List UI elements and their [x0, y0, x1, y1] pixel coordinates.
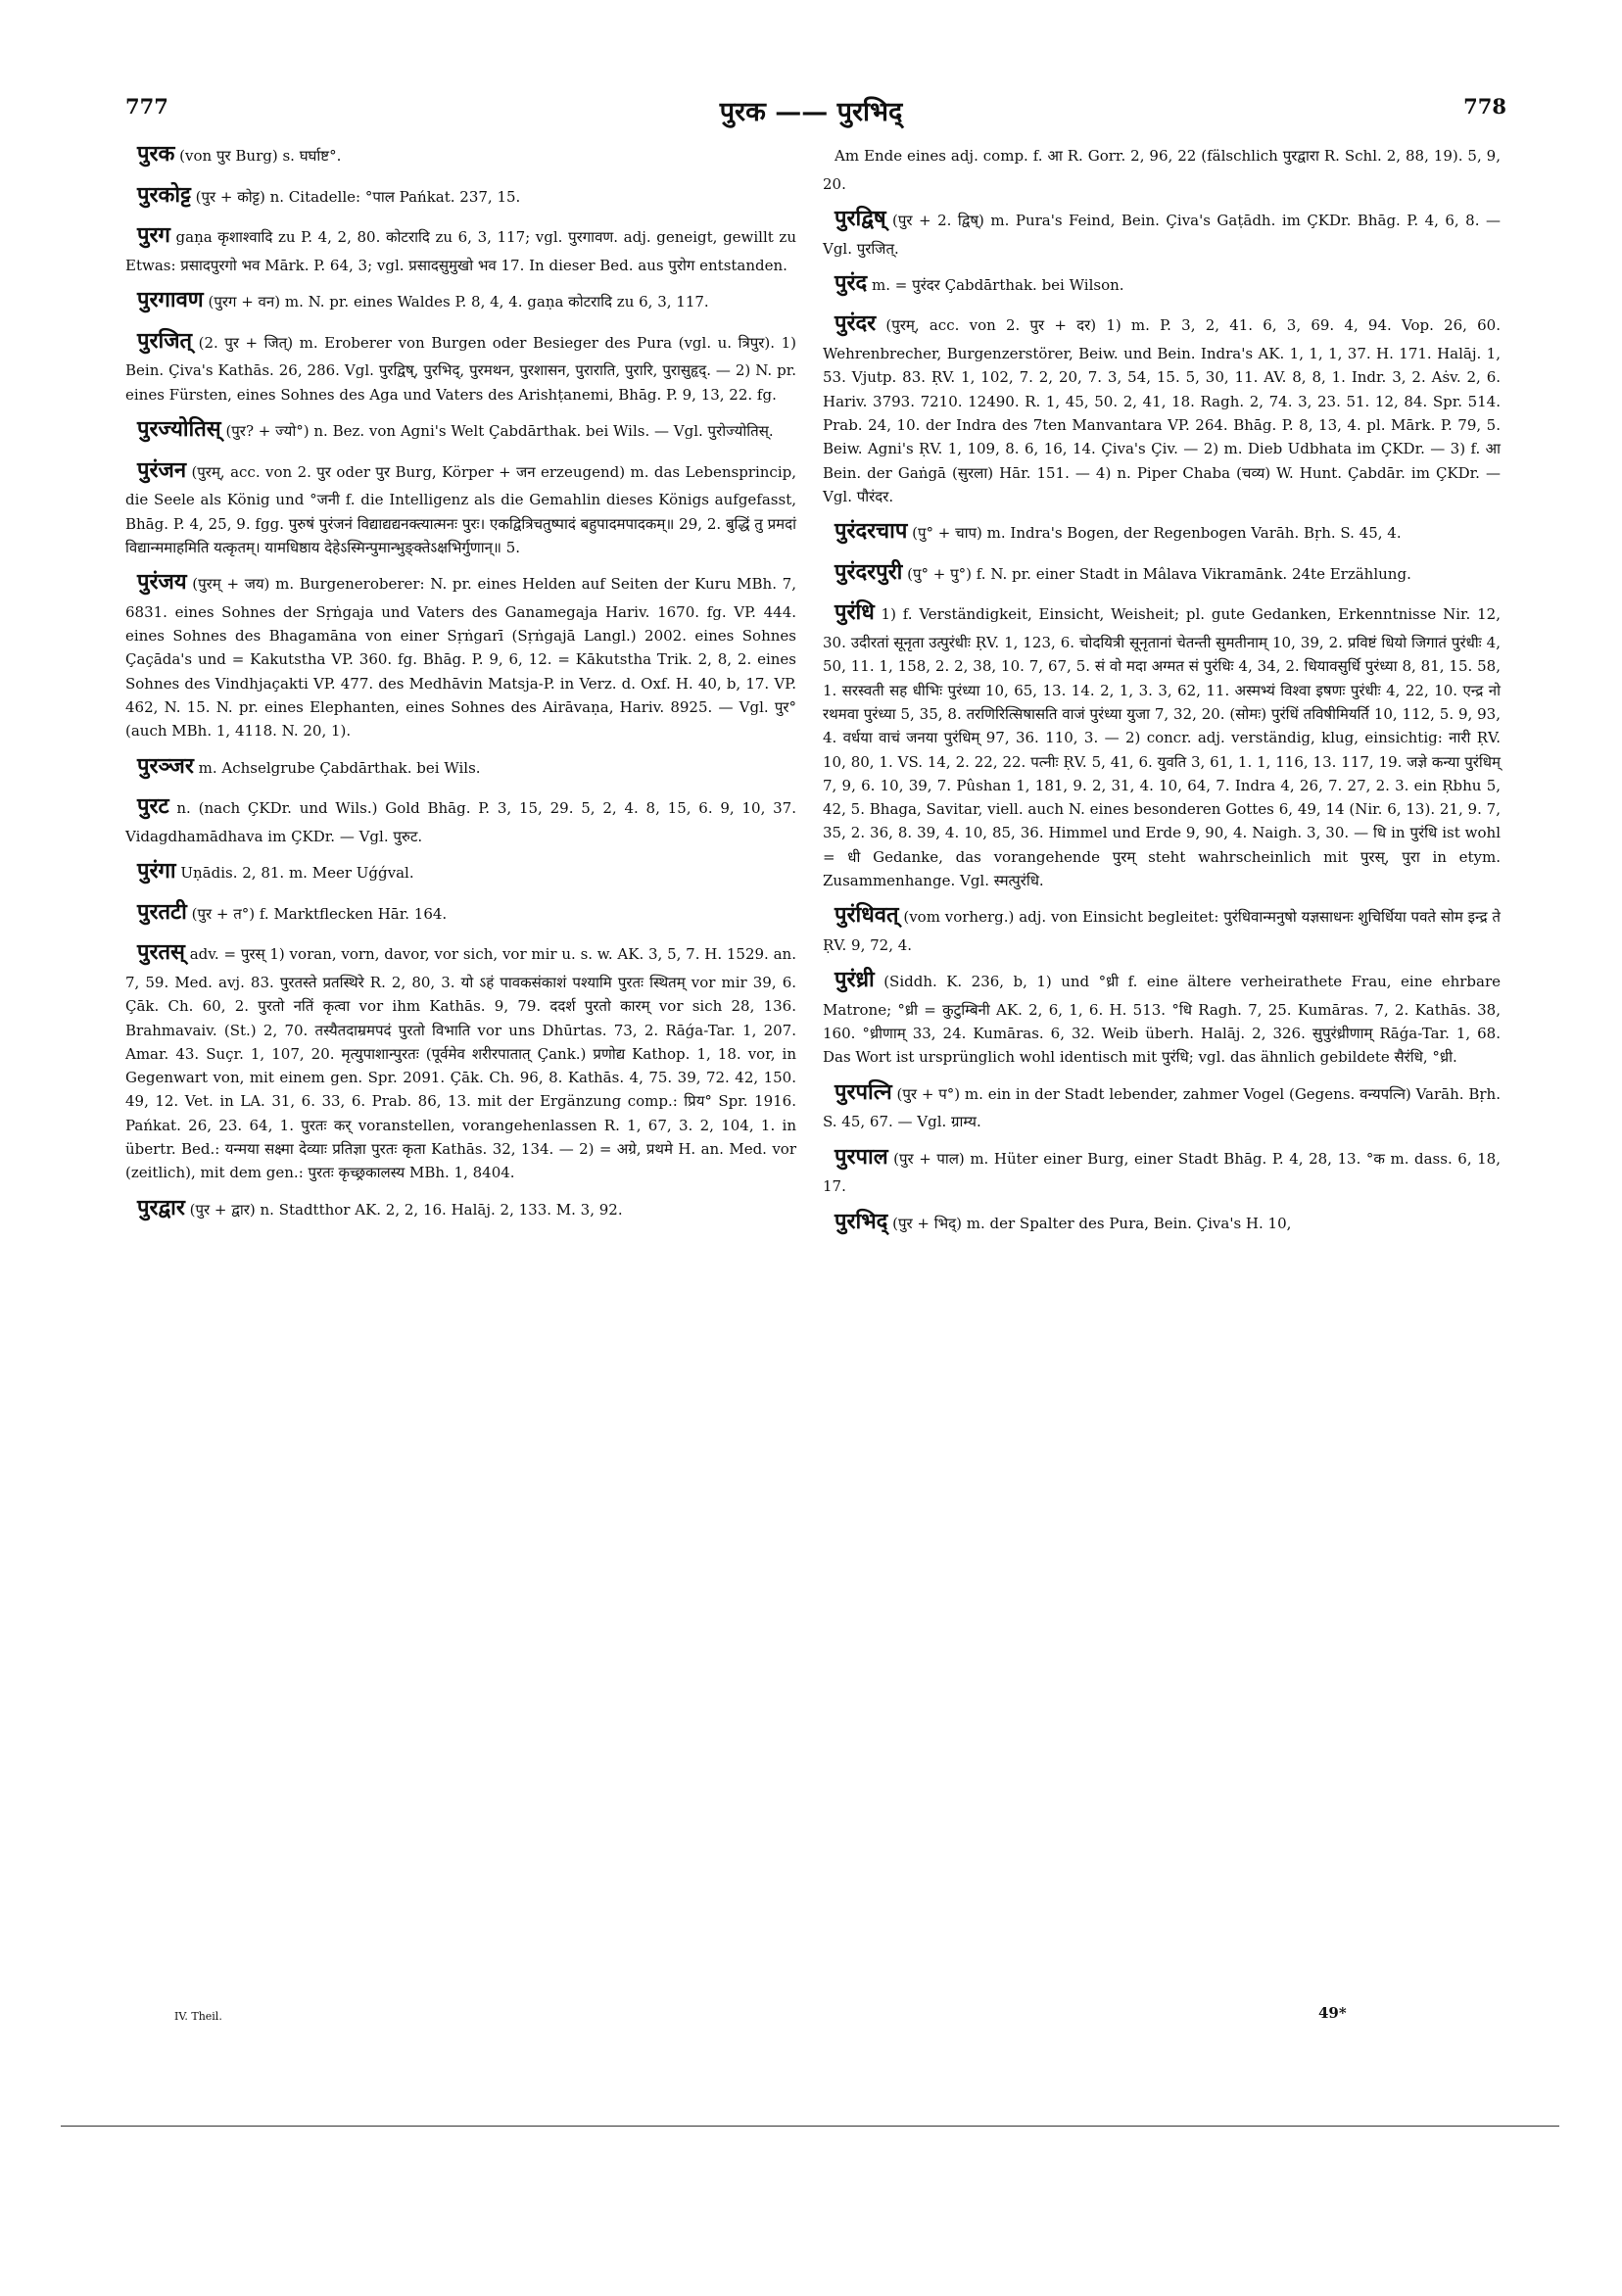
entry-text: (पुर + पाल) m. Hüter einer Burg, einer Stadt Bhāg. P. 4, 28, 13. °क m. dass. 6, 18, 17.	[823, 1149, 1501, 1196]
left-page-number: 777	[125, 94, 168, 119]
entry-text: 1) f. Verständigkeit, Einsicht, Weisheit; pl. gute Gedanken, Erkenntnisse Nir. 12, 30. उदीरतां सूनृता उत्पुरंधीः ṚV. 1, 123, 6. चोदयित्री सूनृतानां चेतन्ती सुमतीनाम् 10, 39, 2. प्रविष्टं धियो जिगातं पुरंधीः 4, 50, 11. 1, 158, 2. 2, 38, 10. 7, 67, 5. सं वो मदा अग्मत सं पुरंधिः 4, 34, 2. धियावसुर्धि पुरंध्या 8, 81, 15. 58, 1. सरस्वती सह धीभिः पुरंध्या 10, 65, 13. 14. 2, 1, 3. 3, 62, 11. अस्मभ्यं विश्वा इषणः पुरंधीः 4, 22, 10. एन्द्र नो रथमवा पुरंध्या 5, 35, 8. तरणिरित्सिषासति वाजं पुरंध्या युजा 7, 32, 20. (सोमः) पुरंधिं तविषीमियर्ति 10, 112, 5. 9, 93, 4. वर्धया वाचं जनया पुरंधिम् 97, 36. 110, 3. — 2) concr. adj. verständig, klug, einsichtig: नारी ṚV. 10, 80, 1. VS. 14, 2. 22, 22. पत्नीः ṚV. 5, 41, 6. युवति 3, 61, 1. 1, 116, 13. 117, 19. जज्ञे कन्या पुरंधिम् 7, 9, 6. 10, 39, 7. Pûshan 1, 181, 9. 2, 31, 4. 10, 64, 7. Indra 4, 26, 7. 27, 2. 3. ein Ṛbhu 5, 42, 5. Bhaga, Savitar, viell. auch N. eines besonderen Gottes 6, 49, 14 (Nir. 6, 13). 21, 9. 7, 35, 2. 36, 8. 39, 4. 10, 85, 36. Himmel und Erde 9, 90, 4. Naigh. 3, 30. — धि in पुरंधि ist wohl = धी Gedanke, das vorangehende पुरम् steht wahrscheinlich mit पुरस्, पुरा in etym. Zusammenhange. Vgl. स्मत्पुरंधि.	[823, 605, 1501, 890]
headword: पुरद्विष्	[835, 206, 886, 231]
entry-text: (पुर + त°) f. Marktflecken Hār. 164.	[191, 904, 448, 923]
headword: पुरज्योतिस्	[137, 417, 221, 443]
dictionary-entry	[125, 324, 796, 407]
entry-text: (पु° + चाप) m. Indra's Bogen, der Regenbogen Varāh. Bṛh. S. 45, 4.	[912, 524, 1402, 543]
headword: पुरतस्	[137, 940, 185, 966]
dictionary-entry	[125, 412, 796, 448]
dictionary-entry	[125, 935, 796, 1184]
headword: पुरग	[137, 223, 170, 249]
entry-text: (vom vorherg.) adj. von Einsicht begleitet: पुरंधिवान्मनुषो यज्ञसाधनः शुचिर्धिया पवते सोम इन्द्र ते ṚV. 9, 72, 4.	[823, 908, 1501, 954]
entry-text: (पुरम्, acc. von 2. पुर + दर) 1) m. P. 3, 2, 41. 6, 3, 69. 4, 94. Vop. 26, 60. Wehrenbrecher, Burgenzerstörer, Beiw. und Bein. Indra's AK. 1, 1, 1, 37. H. 171. Halāj. 1, 53. Vjutp. 83. ṚV. 1, 102, 7. 2, 20, 7. 3, 54, 15. 5, 30, 11. AV. 8, 8, 1. Indr. 3, 2. Aṡv. 2, 6. Hariv. 3793. 7210. 12490. R. 1, 45, 50. 2, 41, 18. Ragh. 2, 74. 3, 23. 51. 12, 84. Spr. 514. Prab. 24, 10. der Indra des 7ten Manvantara VP. 264. Bhāg. P. 8, 13, 4. pl. Mārk. P. 79, 5. Beiw. Agni's ṚV. 1, 109, 8. 6, 16, 14. Çiva's Çiv. — 2) m. Dieb Udbhata im ÇKDr. — 3) f. आ Bein. der Gaṅgā (सुरला) Hār. 151. — 4) n. Piper Chaba (चव्य) W. Hunt. Çabdār. im ÇKDr. — Vgl. पौरंदर.	[823, 316, 1501, 505]
dictionary-entry	[125, 565, 796, 742]
dictionary-entry	[125, 895, 796, 931]
entry-text: (पुर + कोट्ट) n. Citadelle: °पाल Pańkat. 237, 15.	[195, 187, 521, 206]
entry-text: m. Achselgrube Çabdārthak. bei Wils.	[198, 758, 481, 777]
headword: पुरगावण	[137, 288, 204, 313]
right-page-number: 778	[1463, 94, 1506, 119]
headword: पुरंदर	[835, 311, 877, 337]
dictionary-entry	[823, 898, 1501, 957]
headword: पुरंधिवत्	[835, 903, 899, 929]
entry-text: (Siddh. K. 236, b, 1) und °ध्री f. eine ältere verheirathete Frau, eine ehrbare Matrone; °ध्री = कुटुम्बिनी AK. 2, 6, 1, 6. H. 513. °धि Ragh. 7, 25. Kumāras. 7, 2. Kathās. 38, 160. °ध्रीणाम् 33, 24. Kumāras. 6, 32. Weib überh. Halāj. 2, 326. सुपुरंध्रीणाम् Rāǵa-Tar. 1, 68. Das Wort ist ursprünglich wohl identisch mit पुरंधि; vgl. das ähnlich gebildete सैरंधि, °ध्री.	[823, 973, 1501, 1067]
entry-text: (पुर? + ज्यो°) n. Bez. von Agni's Welt Çabdārthak. bei Wils. — Vgl. पुरोज्योतिस्.	[225, 422, 774, 441]
headword: पुरंजन	[137, 457, 187, 483]
dictionary-entry	[823, 266, 1501, 302]
dictionary-entry	[125, 283, 796, 318]
right-column	[823, 137, 1501, 1245]
entry-text: (पुरग + वन) m. N. pr. eines Waldes P. 8, 4, 4. gaṇa कोटरादि zu 6, 3, 117.	[208, 293, 709, 311]
entry-text: m. = पुरंदर Çabdārthak. bei Wilson.	[871, 275, 1124, 294]
volume-note: IV. Theil.	[174, 2010, 222, 2023]
running-title: पुरक —— पुरभिद्	[719, 97, 903, 127]
headword: पुरंद	[835, 270, 868, 296]
headword: पुरतटी	[137, 899, 187, 925]
headword: पुरंगा	[137, 859, 176, 885]
headword: पुरंध्री	[835, 968, 875, 993]
dictionary-entry	[125, 137, 796, 172]
dictionary-entry	[125, 454, 796, 560]
left-column	[125, 137, 796, 1231]
entry-text: (von पुर Burg) s. घर्घाष्ट°.	[179, 147, 342, 165]
entry-text: gaṇa कृशाश्वादि zu P. 4, 2, 80. कोटरादि zu 6, 3, 117; vgl. पुरगावण. adj. geneigt, gewillt zu Etwas: प्रसादपुरगो भव Mārk. P. 64, 3; vgl. प्रसादसुमुखो भव 17. In dieser Bed. aus पुरोग entstanden.	[125, 228, 796, 274]
entry-text: (2. पुर + जित्) m. Eroberer von Burgen oder Besieger des Pura (vgl. u. त्रिपुर). 1) Bein. Çiva's Kathās. 26, 286. Vgl. पुरद्विष्, पुरभिद्, पुरमथन, पुरशासन, पुराराति, पुरारि, पुरासुहृद्. — 2) N. pr. eines Fürsten, eines Sohnes des Aga und Vaters des Arishṭanemi, Bhāg. P. 9, 13, 22. fg.	[125, 333, 796, 404]
dictionary-entry	[823, 963, 1501, 1070]
entry-text: n. (nach ÇKDr. und Wils.) Gold Bhāg. P. 3, 15, 29. 5, 2, 4. 8, 15, 6. 9, 10, 37. Vidagdhamādhava im ÇKDr. — Vgl. पुरुट.	[125, 799, 796, 845]
headword: पुरभिद्	[835, 1209, 888, 1234]
entry-text: adv. = पुरस् 1) voran, vorn, davor, vor sich, vor mir u. s. w. AK. 3, 5, 7. H. 1529. an. 7, 59. Med. avj. 83. पुरतस्ते प्रतस्थिरे R. 2, 80, 3. यो ऽहं पावकसंकाशं पश्यामि पुरतः स्थितम् vor mir 39, 6. Çāk. Ch. 60, 2. पुरतो नतिं कृत्वा vor ihm Kathās. 9, 79. ददर्श पुरतो कारम् vor sich 28, 136. Brahmavaiv. (St.) 2, 70. तस्यैतदाम्रमपदं पुरतो विभाति vor uns Dhūrtas. 73, 2. Rāǵa-Tar. 1, 207. Amar. 43. Suçr. 1, 107, 20. मृत्युपाशान्पुरतः (पूर्वमेव शरीरपातात् Çank.) प्रणोद्य Kathop. 1, 18. vor, in Gegenwart von, mit einem gen. Spr. 2091. Çāk. Ch. 96, 8. Kathās. 4, 75. 39, 72. 42, 150. 49, 12. Vet. in LA. 31, 6. 33, 6. Prab. 86, 13. mit der Ergänzung comp.: प्रिय° Spr. 1916. Pańkat. 26, 23. 64, 1. पुरतः कर् voranstellen, vorangehenlassen R. 1, 67, 3. 2, 104, 1. in übertr. Bed.: यन्मया सक्ष्मा देव्याः प्रतिज्ञा पुरतः कृता Kathās. 32, 134. — 2) = अग्रे, प्रथमे H. an. Med. vor (zeitlich), mit dem gen.: पुरतः कृच्छ्रकालस्य MBh. 1, 8404.	[125, 945, 796, 1182]
dictionary-entry	[823, 596, 1501, 892]
headword: पुरंजय	[137, 570, 187, 596]
headword: पुरट	[137, 794, 169, 820]
entry-text: (पुर + प°) m. ein in der Stadt lebender, zahmer Vogel (Gegens. वन्यपत्नि) Varāh. Bṛh. S. 45, 67. — Vgl. ग्राम्य.	[823, 1084, 1501, 1131]
headword: पुरंधि	[835, 600, 875, 626]
entry-text: (पुरम् + जय) m. Burgeneroberer: N. pr. eines Helden auf Seiten der Kuru MBh. 7, 6831. eines Sohnes der Sṛṅgaja und Vaters des Ganamegaja Hariv. 1670. fg. VP. 444. eines Sohnes des Bhagamāna von einer Sṛṅgarī (Sṛṅgajā Langl.) 2002. eines Sohnes Çaçāda's und = Kakutstha VP. 360. fg. Bhāg. P. 9, 6, 12. = Kākutstha Trik. 2, 8, 2. eines Sohnes des Vindhjaçakti VP. 477. des Medhāvin Matsja-P. in Verz. d. Oxf. H. 40, b, 17. VP. 462, N. 15. N. pr. eines Elephanten, eines Sohnes des Airāvaṇa, Hariv. 8925. — Vgl. पुर° (auch MBh. 1, 4118. N. 20, 1).	[125, 575, 796, 741]
headword: पुरक	[137, 142, 175, 167]
bottom-rule	[61, 2126, 1559, 2127]
dictionary-entry	[823, 1140, 1501, 1199]
headword: पुरद्वार	[137, 1195, 185, 1220]
entry-text: (पुर + भिद्) m. der Spalter des Pura, Bein. Çiva's H. 10,	[892, 1214, 1292, 1232]
headword: पुरपाल	[835, 1144, 888, 1170]
headword: पुरजित्	[137, 328, 193, 354]
page-header	[0, 94, 1622, 137]
entry-text: (पुरम्, acc. von 2. पुर oder पुर Burg, Körper + जन erzeugend) m. das Lebensprincip, die Seele als König und °जनी f. die Intelligenz als die Gemahlin dieses Königs aufgefasst, Bhāg. P. 4, 25, 9. fgg. पुरुषं पुरंजनं विद्याद्यद्यनक्त्यात्मनः पुरः। एकद्वित्रिचतुष्पादं बहुपादमपादकम्॥ 29, 2. बुद्धिं तु प्रमदां विद्यान्ममाहमिति यत्कृतम्। यामधिष्ठाय देहेऽस्मिन्पुमान्भुङ्क्तेऽक्षभिर्गुणान्॥ 5.	[125, 462, 796, 556]
dictionary-entry	[125, 789, 796, 848]
headword: पुरपत्नि	[835, 1079, 892, 1105]
entry-text: (पुर + द्वार) n. Stadtthor AK. 2, 2, 16. Halāj. 2, 133. M. 3, 92.	[189, 1200, 623, 1219]
headword: पुरकोट्ट	[137, 182, 191, 208]
dictionary-entry	[823, 202, 1501, 261]
entry-text: (पु° + पु°) f. N. pr. einer Stadt in Mâlava Vikramānk. 24te Erzählung.	[907, 564, 1411, 583]
headword: पुरञ्जर	[137, 753, 194, 779]
dictionary-entry	[823, 307, 1501, 508]
headword: पुरंदरपुरी	[835, 559, 903, 585]
entry-text: (पुर + 2. द्विष्) m. Pura's Feind, Bein. Çiva's Gaṭādh. im ÇKDr. Bhāg. P. 4, 6, 8. — Vgl. पुरजित्.	[823, 211, 1501, 258]
headword: पुरंदरचाप	[835, 519, 908, 545]
dictionary-entry	[125, 854, 796, 889]
dictionary-entry	[823, 1205, 1501, 1240]
dictionary-entry	[125, 178, 796, 214]
dictionary-entry	[823, 555, 1501, 591]
dictionary-entry	[823, 1076, 1501, 1134]
entry-text: Am Ende eines adj. comp. f. आ R. Gorr. 2, 96, 22 (fälschlich पुरद्वारा R. Schl. 2, 88, 19). 5, 9, 20.	[823, 147, 1501, 193]
dictionary-entry	[823, 137, 1501, 196]
dictionary-entry	[125, 749, 796, 785]
dictionary-entry	[125, 1191, 796, 1226]
signature-mark: 49*	[1318, 2004, 1347, 2022]
dictionary-entry	[125, 218, 796, 277]
dictionary-entry	[823, 514, 1501, 550]
entry-text: Uṇādis. 2, 81. m. Meer Uǵǵval.	[180, 864, 414, 883]
